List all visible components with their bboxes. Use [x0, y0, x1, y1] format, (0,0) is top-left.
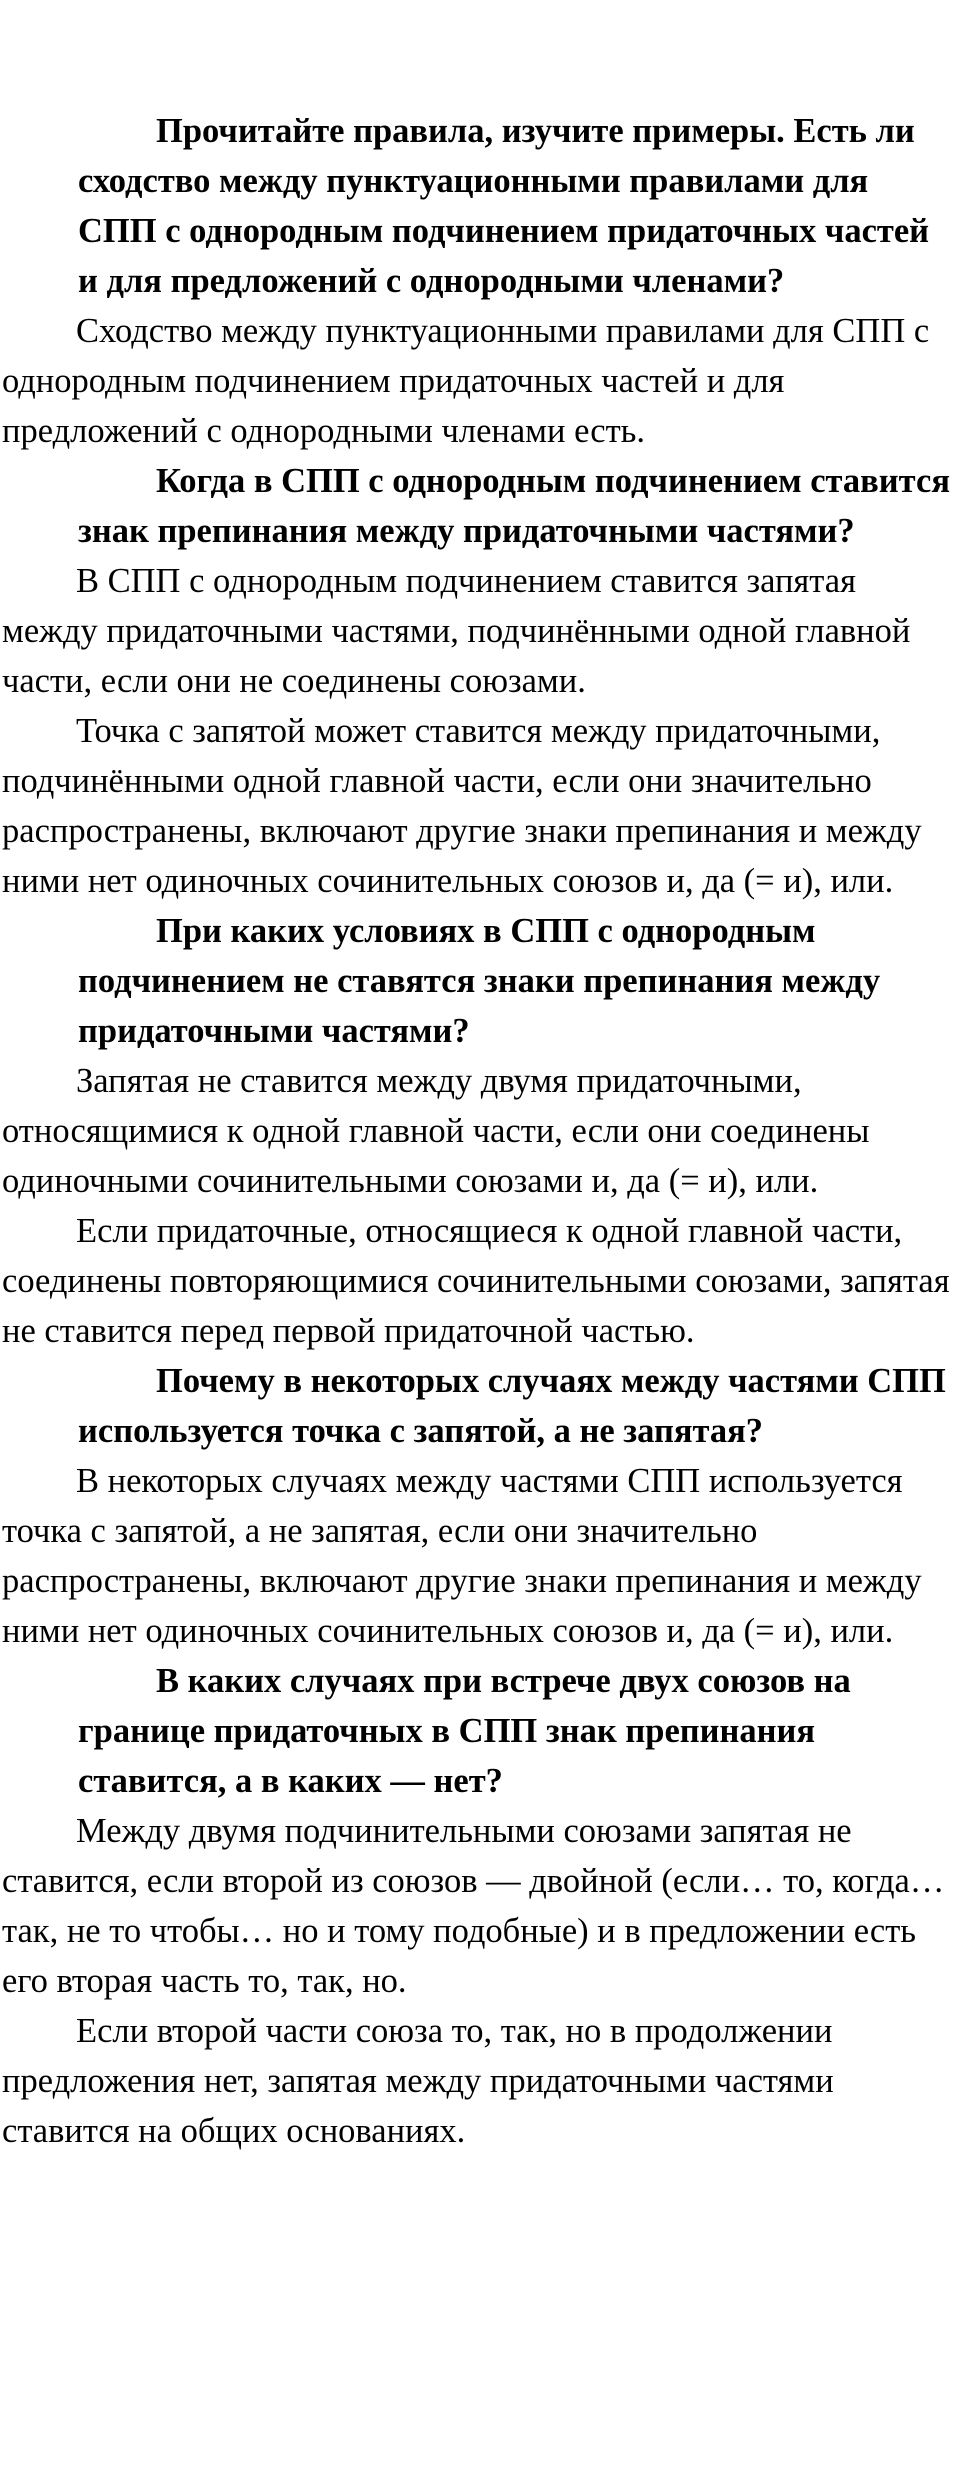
answer-5-paragraph-2: Если второй части союза то, так, но в продолжении предложения нет, запятая между придаточными частями ставится на общих основаниях. [2, 2012, 834, 2150]
answer-5-paragraph-1: Между двумя подчинительными союзами запятая не ставится, если второй из союзов — двойной (если… то, когда… так, не то чтобы… но и тому подобные) и в предложении есть его вторая часть то, так, но. [2, 1812, 945, 2000]
answer-4: В некоторых случаях между частями СПП используется точка с запятой, а не запятая, если они значительно распространены, включают другие знаки препинания и между ними нет одиночных сочинительных союзов и, да (= и), или. [2, 1462, 922, 1650]
question-5: В каких случаях при встрече двух союзов на границе придаточных в СПП знак препинания ставится, а в каких — нет? [78, 1662, 851, 1800]
question-1: Прочитайте правила, изучите примеры. Есть ли сходство между пунктуационными правилами для СПП с однородным подчинением придаточных частей и для предложений с однородными членами? [78, 112, 930, 300]
answer-1: Сходство между пунктуационными правилами для СПП с однородным подчинением придаточных частей и для предложений с однородными членами есть. [2, 312, 930, 450]
answer-2-paragraph-2: Точка с запятой может ставится между придаточными, подчинёнными одной главной части, если они значительно распространены, включают другие знаки препинания и между ними нет одиночных сочинительных союзов и, да (= и), или. [2, 712, 922, 900]
answer-3-paragraph-1: Запятая не ставится между двумя придаточными, относящимися к одной главной части, если они соединены одиночными сочинительными союзами и, да (= и), или. [2, 1062, 870, 1200]
answer-2-paragraph-1: В СПП с однородным подчинением ставится запятая между придаточными частями, подчинёнными одной главной части, если они не соединены союзами. [2, 562, 911, 700]
answer-3-paragraph-2: Если придаточные, относящиеся к одной главной части, соединены повторяющимися сочинительными союзами, запятая не ставится перед первой придаточной частью. [2, 1212, 950, 1350]
question-3: При каких условиях в СПП с однородным подчинением не ставятся знаки препинания между придаточными частями? [78, 912, 881, 1050]
question-2: Когда в СПП с однородным подчинением ставится знак препинания между придаточными частями? [78, 462, 950, 550]
question-4: Почему в некоторых случаях между частями СПП используется точка с запятой, а не запятая? [78, 1362, 946, 1450]
